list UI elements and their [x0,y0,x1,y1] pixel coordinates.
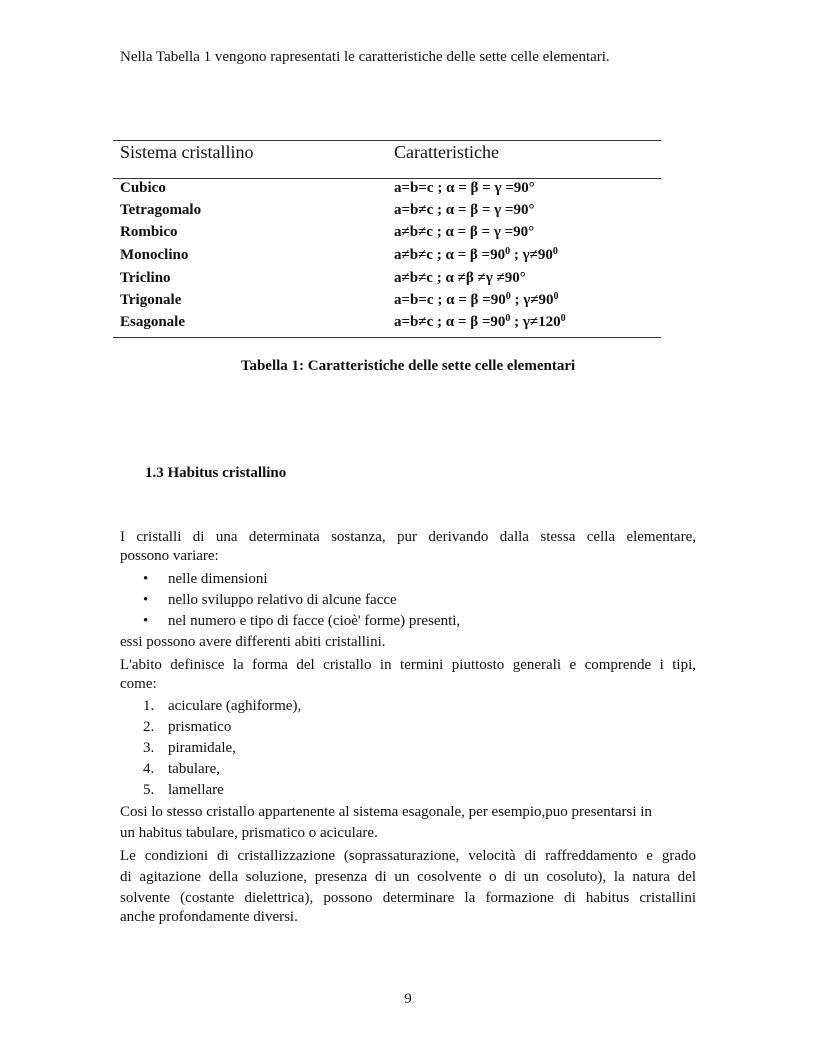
list-item: nel numero e tipo di facce (cioè' forme) presenti, [168,613,461,629]
table-cell-system: Trigonale [120,292,182,308]
table-cell-characteristics: a=b≠c ; α = β = γ =90° [394,202,535,218]
superscript: 0 [505,246,511,257]
list-item: aciculare (aghiforme), [168,698,302,714]
char-part: a=b≠c ; α = β =90 [394,314,506,330]
list-number: 2. [143,719,155,735]
list-number: 1. [143,698,155,714]
superscript: 0 [552,246,558,257]
superscript: 0 [505,313,511,324]
char-part: ; γ≠90 [510,247,553,263]
intro-text: Nella Tabella 1 vengono rapresentati le caratteristiche delle sette celle elementari. [120,49,610,65]
table-cell-system: Esagonale [120,314,186,330]
superscript: 0 [560,313,566,324]
superscript: 0 [505,291,511,302]
list-item: lamellare [168,782,224,798]
list-item: nello sviluppo relativo di alcune facce [168,592,397,608]
table-top-rule [113,140,661,141]
table-cell-characteristics [394,247,558,264]
list-item: tabulare, [168,761,221,777]
table-cell-system: Triclino [120,270,171,286]
table-cell-system: Rombico [120,224,178,240]
paragraph-line: di agitazione della soluzione, presenza di un cosolvente o di un cosoluto), la natura del [120,869,696,885]
bullet-icon: • [143,571,149,587]
bullet-icon: • [143,592,149,608]
list-number: 5. [143,782,155,798]
paragraph-line: Le condizioni di cristallizzazione (soprassaturazione, velocità di raffreddamento e grado [120,848,696,864]
table-bottom-rule [113,337,661,338]
table-cell-system: Tetragomalo [120,202,202,218]
char-part: ; γ≠90 [510,292,554,308]
paragraph-line: essi possono avere differenti abiti cristallini. [120,634,386,650]
list-item: prismatico [168,719,232,735]
paragraph-line: solvente (costante dielettrica), possono determinare la formazione di habitus cristallini [120,890,696,906]
paragraph-line: come: [120,676,157,692]
list-number: 3. [143,740,155,756]
paragraph-line: possono variare: [120,548,219,564]
paragraph-line: L'abito definisce la forma del cristallo in termini piuttosto generali e comprende i tipi, [120,657,696,673]
list-item: piramidale, [168,740,236,756]
section-heading: 1.3 Habitus cristallino [145,465,287,481]
table-cell-system: Cubico [120,180,166,196]
table-cell-characteristics: a=b=c ; α = β = γ =90° [394,180,535,196]
table-caption: Tabella 1: Caratteristiche delle sette celle elementari [240,358,576,374]
table-cell-system: Monoclino [120,247,189,263]
char-part: a≠b≠c ; α = β =90 [394,247,506,263]
paragraph-line: Cosi lo stesso cristallo appartenente al sistema esagonale, per esempio,puo presentarsi in [120,804,652,820]
paragraph-line: un habitus tabulare, prismatico o aciculare. [120,825,378,841]
page-number: 9 [404,991,412,1007]
paragraph-line: anche profondamente diversi. [120,909,298,925]
paragraph-line: I cristalli di una determinata sostanza, pur derivando dalla stessa cella elementare, [120,529,696,545]
table-cell-characteristics [394,314,566,331]
char-part: ; γ≠120 [510,314,561,330]
table-cell-characteristics [394,292,558,309]
table-cell-characteristics: a≠b≠c ; α ≠β ≠γ ≠90° [394,270,526,286]
table-header-system: Sistema cristallino [120,142,254,162]
table-header-rule [113,178,661,179]
char-part: a=b=c ; α = β =90 [394,292,506,308]
list-number: 4. [143,761,155,777]
bullet-icon: • [143,613,149,629]
table-header-characteristics: Caratteristiche [394,142,499,162]
list-item: nelle dimensioni [168,571,268,587]
superscript: 0 [553,291,559,302]
table-cell-characteristics: a≠b≠c ; α = β = γ =90° [394,224,535,240]
